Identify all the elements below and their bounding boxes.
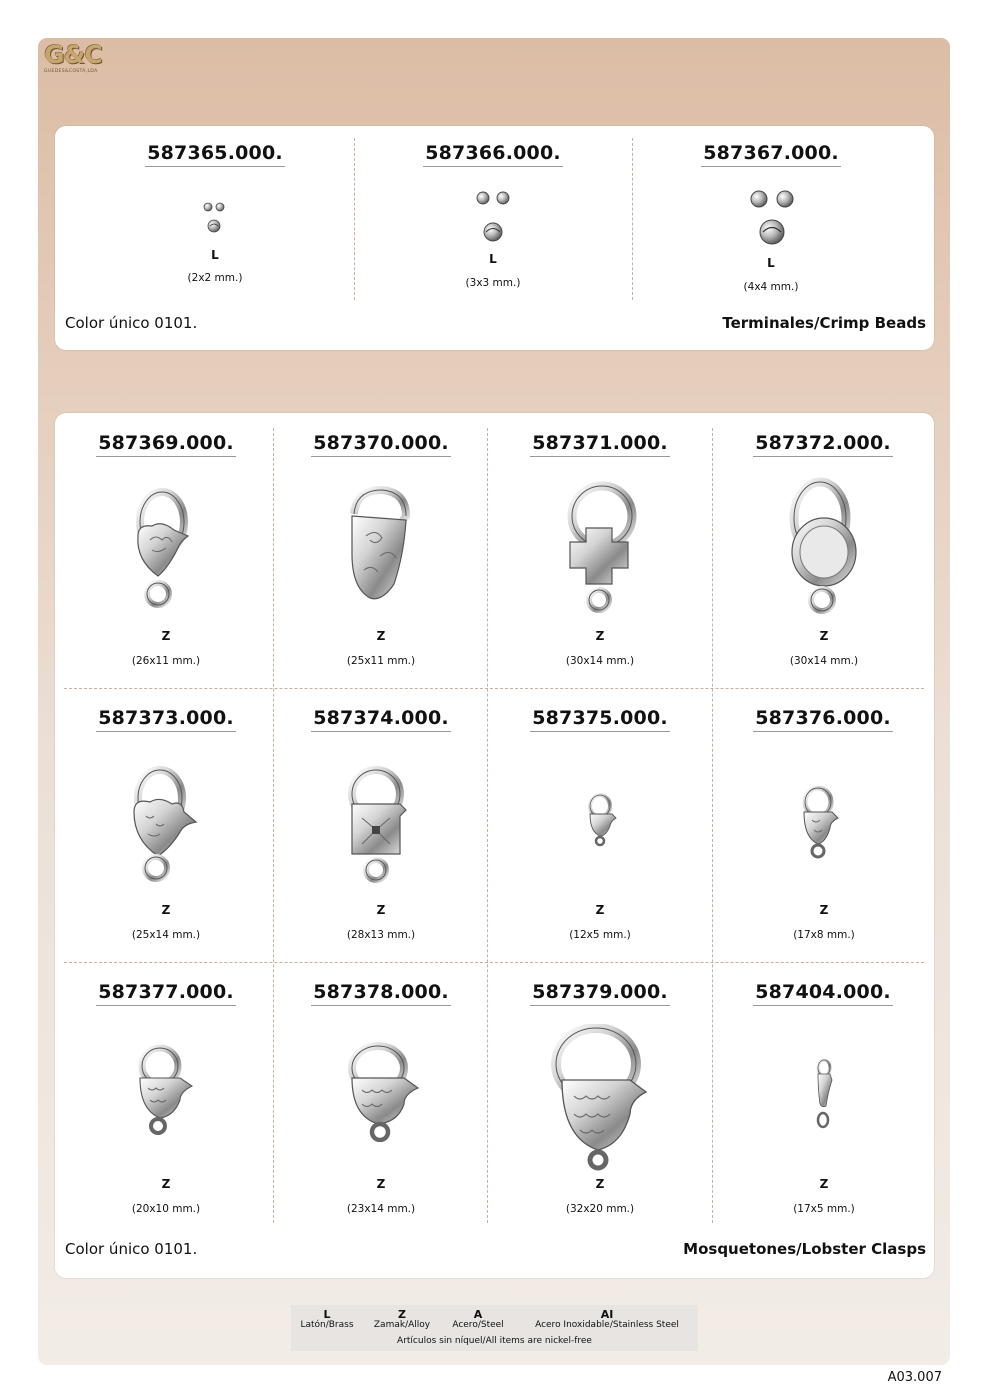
swirl-lobster-clasp-image bbox=[342, 484, 418, 614]
material-code: Z bbox=[819, 1177, 829, 1191]
product-code: 587375.000. bbox=[500, 707, 700, 732]
cross-lobster-clasp-image bbox=[556, 480, 646, 620]
size-label: (17x8 mm.) bbox=[793, 929, 855, 941]
large-lobster-clasp-image bbox=[548, 1024, 656, 1172]
patterned-lobster-clasp-image bbox=[342, 1042, 424, 1142]
product-code: 587373.000. bbox=[66, 707, 266, 732]
material-code: Z bbox=[595, 903, 605, 917]
color-note: Color único 0101. bbox=[65, 1240, 198, 1258]
product-code: 587377.000. bbox=[66, 981, 266, 1006]
product-code: 587366.000. bbox=[393, 142, 593, 167]
product-code: 587374.000. bbox=[281, 707, 481, 732]
legend-label: Acero Inoxidable/Stainless Steel bbox=[535, 1320, 679, 1330]
column-divider bbox=[273, 428, 274, 1223]
logo-mark: G&C bbox=[44, 40, 102, 69]
product-code: 587371.000. bbox=[500, 432, 700, 457]
material-code: Z bbox=[376, 1177, 386, 1191]
small-lobster-clasp-image bbox=[794, 784, 846, 860]
column-divider bbox=[354, 138, 355, 300]
material-legend bbox=[291, 1305, 698, 1351]
oval-lobster-clasp-image bbox=[782, 476, 866, 622]
heart-lobster-clasp-image bbox=[128, 484, 208, 614]
material-code: Z bbox=[595, 1177, 605, 1191]
legend-item bbox=[299, 1309, 355, 1330]
product-code: 587370.000. bbox=[281, 432, 481, 457]
size-label: (20x10 mm.) bbox=[131, 1203, 201, 1215]
material-code: Z bbox=[595, 629, 605, 643]
mini-lobster-clasp-image bbox=[812, 1056, 838, 1136]
size-label: (30x14 mm.) bbox=[789, 655, 859, 667]
row-divider bbox=[64, 962, 924, 963]
product-code: 587378.000. bbox=[281, 981, 481, 1006]
legend-code: L bbox=[323, 1308, 331, 1321]
legend-code: AI bbox=[600, 1308, 614, 1321]
size-label: (32x20 mm.) bbox=[565, 1203, 635, 1215]
section-title: Terminales/Crimp Beads bbox=[722, 314, 926, 332]
size-label: (25x14 mm.) bbox=[131, 929, 201, 941]
legend-label: Zamak/Alloy bbox=[373, 1320, 431, 1330]
material-code: L bbox=[211, 248, 219, 262]
size-label: (28x13 mm.) bbox=[346, 929, 416, 941]
legend-note: Artículos sin níquel/All items are nickel-free bbox=[397, 1336, 592, 1346]
legend-code: Z bbox=[398, 1308, 406, 1321]
legend-item bbox=[367, 1309, 437, 1330]
product-code: 587365.000. bbox=[115, 142, 315, 167]
legend-label: Latón/Brass bbox=[300, 1320, 354, 1330]
size-label: (4x4 mm.) bbox=[743, 281, 799, 293]
crimp-bead-image bbox=[470, 186, 516, 246]
material-code: Z bbox=[819, 903, 829, 917]
material-code: L bbox=[767, 256, 775, 270]
page-number: A03.007 bbox=[887, 1370, 942, 1385]
size-label: (26x11 mm.) bbox=[131, 655, 201, 667]
size-label: (12x5 mm.) bbox=[569, 929, 631, 941]
material-code: Z bbox=[376, 629, 386, 643]
heart-lobster-clasp-image bbox=[126, 764, 206, 886]
material-code: Z bbox=[819, 629, 829, 643]
square-lobster-clasp-image bbox=[340, 764, 416, 888]
material-code: Z bbox=[161, 903, 171, 917]
legend-item bbox=[527, 1309, 687, 1330]
size-label: (2x2 mm.) bbox=[187, 272, 243, 284]
crimp-bead-image bbox=[744, 186, 800, 246]
material-code: Z bbox=[376, 903, 386, 917]
product-code: 587404.000. bbox=[723, 981, 923, 1006]
section-title: Mosquetones/Lobster Clasps bbox=[683, 1240, 926, 1258]
column-divider bbox=[487, 428, 488, 1223]
size-label: (25x11 mm.) bbox=[346, 655, 416, 667]
material-code: Z bbox=[161, 1177, 171, 1191]
material-code: Z bbox=[161, 629, 171, 643]
brand-logo bbox=[44, 42, 124, 78]
product-code: 587372.000. bbox=[723, 432, 923, 457]
size-label: (30x14 mm.) bbox=[565, 655, 635, 667]
color-note: Color único 0101. bbox=[65, 314, 198, 332]
crimp-bead-image bbox=[198, 196, 230, 238]
logo-subtitle: GUEDES&COSTA,LDA bbox=[44, 69, 98, 74]
column-divider bbox=[632, 138, 633, 300]
product-code: 587369.000. bbox=[66, 432, 266, 457]
size-label: (23x14 mm.) bbox=[346, 1203, 416, 1215]
legend-item bbox=[443, 1309, 513, 1330]
material-code: L bbox=[489, 252, 497, 266]
column-divider bbox=[712, 428, 713, 1223]
legend-code: A bbox=[473, 1308, 483, 1321]
legend-label: Acero/Steel bbox=[452, 1320, 504, 1330]
row-divider bbox=[64, 688, 924, 689]
product-code: 587367.000. bbox=[671, 142, 871, 167]
product-code: 587376.000. bbox=[723, 707, 923, 732]
patterned-lobster-clasp-image bbox=[130, 1044, 200, 1136]
product-code: 587379.000. bbox=[500, 981, 700, 1006]
small-lobster-clasp-image bbox=[582, 792, 622, 848]
size-label: (17x5 mm.) bbox=[793, 1203, 855, 1215]
size-label: (3x3 mm.) bbox=[465, 277, 521, 289]
